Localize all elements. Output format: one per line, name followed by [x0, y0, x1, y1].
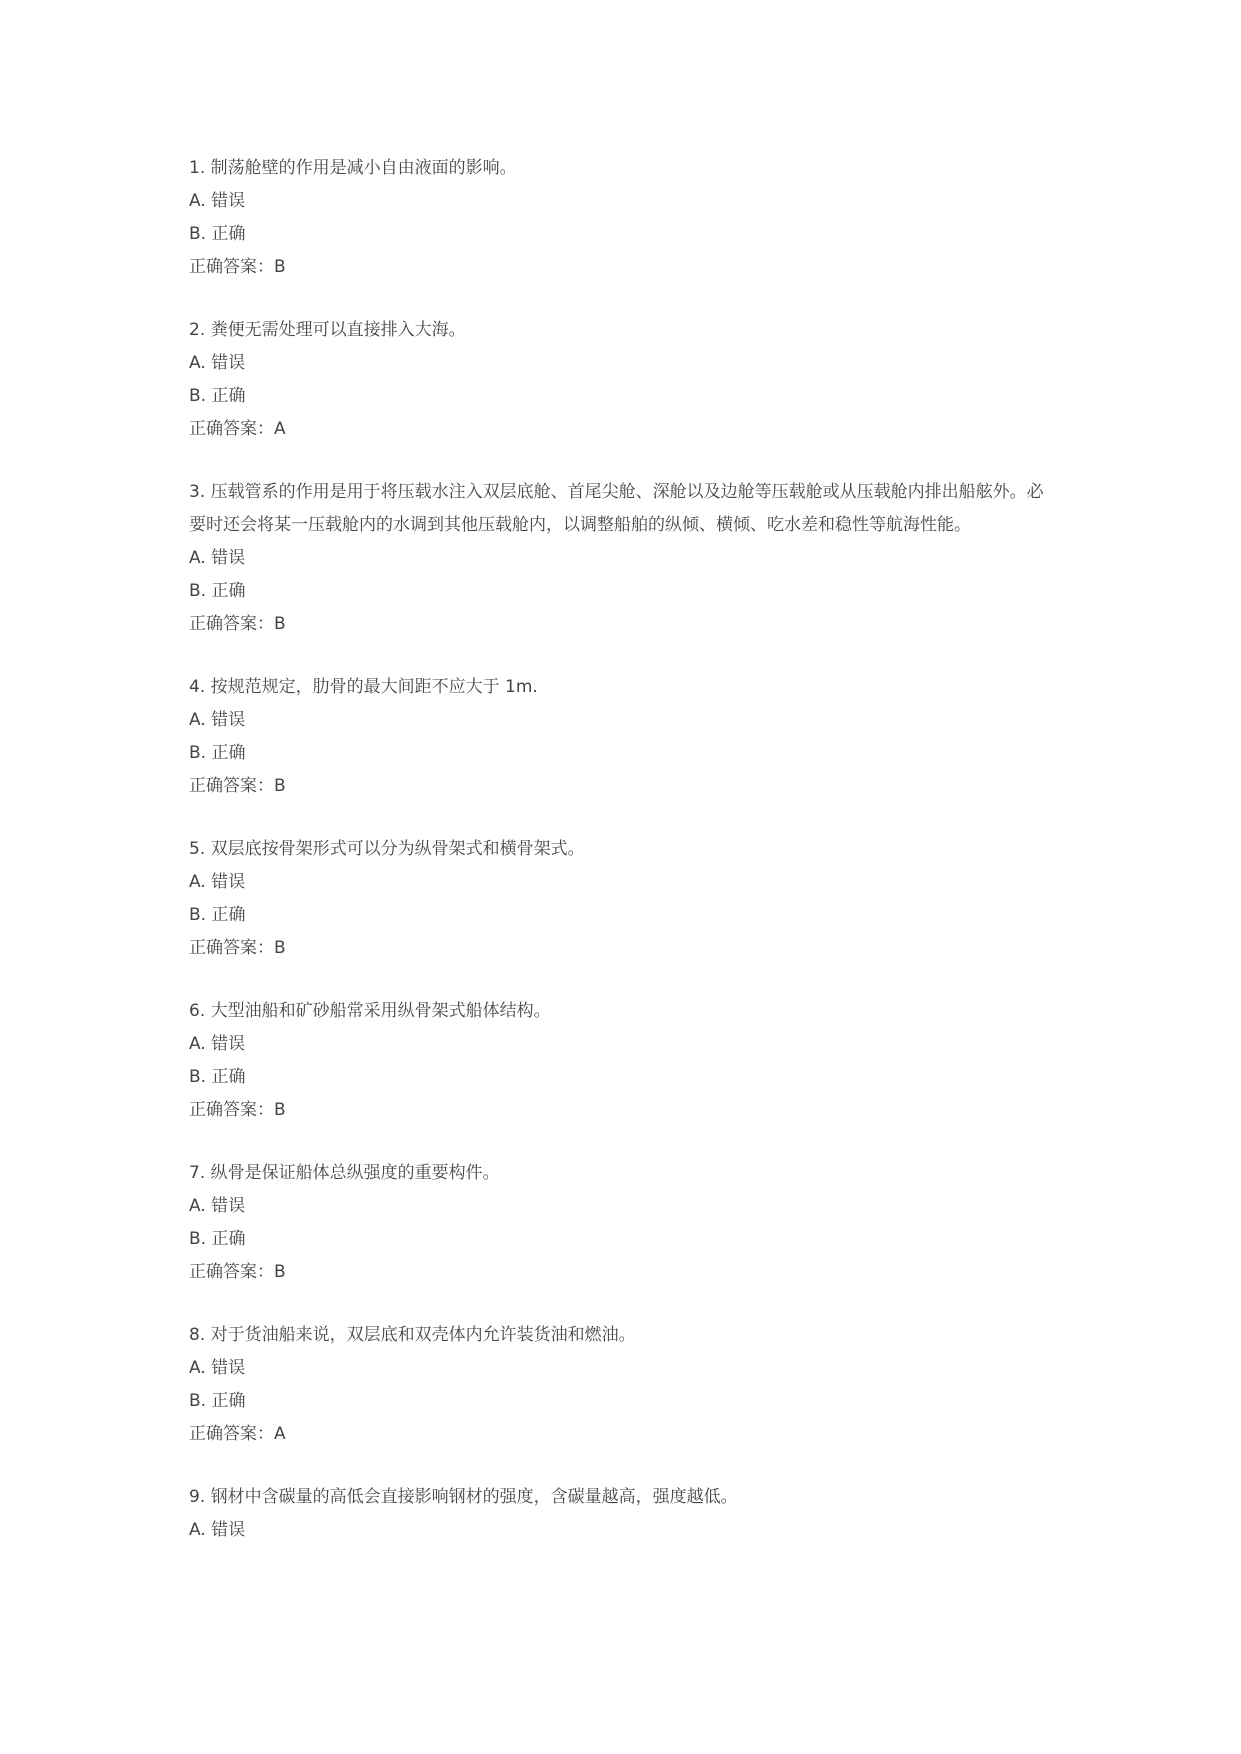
correct-answer: 正确答案：B — [189, 776, 286, 796]
question-stem: 3. 压载管系的作用是用于将压载水注入双层底舱、首尾尖舱、深舱以及边舱等压载舱或从压载舱内排出船舷外。必要时还会将某一压载舱内的水调到其他压载舱内，以调整船舶的纵倾、横倾、吃水差和稳性等航海性能。 — [189, 482, 1044, 535]
question-stem: 6. 大型油船和矿砂船常采用纵骨架式船体结构。 — [189, 1001, 551, 1021]
question-stem: 1. 制荡舱壁的作用是减小自由液面的影响。 — [189, 158, 517, 178]
question-2 — [189, 314, 1059, 446]
option-b: B. 正确 — [189, 1391, 246, 1411]
option-a: A. 错误 — [189, 1034, 246, 1054]
correct-answer: 正确答案：B — [189, 1262, 286, 1282]
option-b: B. 正确 — [189, 581, 246, 601]
question-1 — [189, 152, 1059, 284]
correct-answer: 正确答案：A — [189, 1424, 286, 1444]
option-a: A. 错误 — [189, 710, 246, 730]
question-7 — [189, 1157, 1059, 1289]
question-stem: 4. 按规范规定，肋骨的最大间距不应大于 1m. — [189, 677, 538, 697]
option-b: B. 正确 — [189, 905, 246, 925]
question-stem: 7. 纵骨是保证船体总纵强度的重要构件。 — [189, 1163, 500, 1183]
correct-answer: 正确答案：B — [189, 614, 286, 634]
question-5 — [189, 833, 1059, 965]
correct-answer: 正确答案：A — [189, 419, 286, 439]
option-a: A. 错误 — [189, 872, 246, 892]
option-a: A. 错误 — [189, 1520, 246, 1540]
option-b: B. 正确 — [189, 386, 246, 406]
option-b: B. 正确 — [189, 1229, 246, 1249]
option-b: B. 正确 — [189, 1067, 246, 1087]
option-a: A. 错误 — [189, 191, 246, 211]
question-stem: 8. 对于货油船来说，双层底和双壳体内允许装货油和燃油。 — [189, 1325, 636, 1345]
option-b: B. 正确 — [189, 224, 246, 244]
question-3 — [189, 476, 1059, 641]
question-stem: 9. 钢材中含碳量的高低会直接影响钢材的强度，含碳量越高，强度越低。 — [189, 1487, 738, 1507]
question-8 — [189, 1319, 1059, 1451]
option-a: A. 错误 — [189, 1196, 246, 1216]
option-a: A. 错误 — [189, 1358, 246, 1378]
correct-answer: 正确答案：B — [189, 938, 286, 958]
question-stem: 5. 双层底按骨架形式可以分为纵骨架式和横骨架式。 — [189, 839, 585, 859]
option-b: B. 正确 — [189, 743, 246, 763]
question-list — [189, 152, 1059, 1577]
question-9 — [189, 1481, 1059, 1547]
question-4 — [189, 671, 1059, 803]
correct-answer: 正确答案：B — [189, 1100, 286, 1120]
question-6 — [189, 995, 1059, 1127]
correct-answer: 正确答案：B — [189, 257, 286, 277]
option-a: A. 错误 — [189, 353, 246, 373]
option-a: A. 错误 — [189, 548, 246, 568]
question-stem: 2. 粪便无需处理可以直接排入大海。 — [189, 320, 466, 340]
